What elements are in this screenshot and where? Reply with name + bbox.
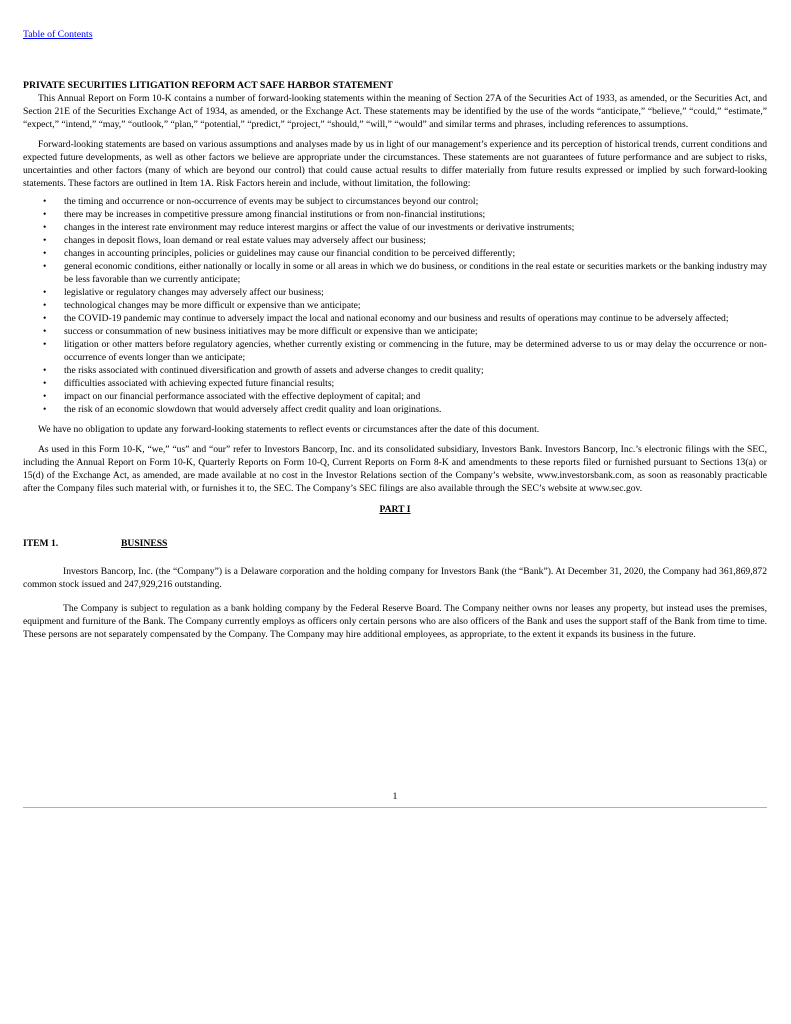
safe-harbor-paragraph-4: As used in this Form 10-K, “we,” “us” and “our” refer to Investors Bancorp, Inc. and its consolidated subsidiary, Investors Bank. Investors Bancorp, Inc.’s electronic filings with the SEC, including the Annual Report on Form 10-K, Quarterly Reports on Form 10-Q, Current Reports on Form 8-K and amendments to these reports filed or furnished pursuant to Sections 13(a) or 15(d) of the Exchange Act, as amended, are made available at no cost in the Investor Relations section of the Company’s website, www.investorsbank.com, as soon as reasonably practicable after the Company files such material with, or furnishes it to, the SEC. The Company’s SEC filings are also available through the SEC’s website at www.sec.gov.: [23, 444, 767, 494]
list-item: • general economic conditions, either nationally or locally in some or all areas in which we do business, or conditions in the real estate or securities markets or the banking industry may be less favorable than we currently anticipate;: [43, 261, 767, 285]
bullet-icon: •: [43, 222, 47, 233]
list-item: • the timing and occurrence or non-occurrence of events may be subject to circumstances beyond our control;: [43, 196, 479, 207]
list-item: • changes in accounting principles, policies or guidelines may cause our financial condition to be perceived differently;: [43, 248, 516, 259]
business-paragraph-2: The Company is subject to regulation as a bank holding company by the Federal Reserve Board. The Company neither owns nor leases any property, but instead uses the premises, equipment and furniture of the Bank. The Company currently employs as officers only certain persons who are also officers of the Bank and uses the support staff of the Bank from time to time. These persons are not separately compensated by the Company. The Company may hire additional employees, as appropriate, to the extent it expands its business in the future.: [23, 603, 767, 640]
list-item: • there may be increases in competitive pressure among financial institutions or from non-financial institutions;: [43, 209, 486, 220]
item-number: ITEM 1.: [23, 538, 59, 549]
list-item: • changes in deposit flows, loan demand or real estate values may adversely affect our business;: [43, 235, 426, 246]
bullet-icon: •: [43, 378, 47, 389]
risk-factor-list: [23, 195, 767, 416]
document-page: [23, 28, 767, 802]
item-title: BUSINESS: [121, 538, 168, 549]
safe-harbor-paragraph-1: This Annual Report on Form 10-K contains a number of forward-looking statements within the meaning of Section 27A of the Securities Act of 1933, as amended, or the Securities Act, and Section 21E of the Securities Exchange Act of 1934, as amended, or the Exchange Act. These statements may be identified by the use of the words “anticipate,” “believe,” “could,” “estimate,” “expect,” “intend,” “may,” “outlook,” “plan,” “potential,” “predict,” “project,” “should,” “will,” “would” and similar terms and phrases, including references to assumptions.: [23, 93, 767, 130]
safe-harbor-paragraph-3: We have no obligation to update any forward-looking statements to reflect events or circumstances after the date of this document.: [38, 424, 540, 435]
page-number: 1: [392, 791, 398, 802]
bullet-icon: •: [43, 248, 47, 259]
bullet-icon: •: [43, 261, 47, 272]
bullet-icon: •: [43, 391, 47, 402]
list-item: • litigation or other matters before regulatory agencies, whether currently existing or commencing in the future, may be determined adverse to us or may delay the occurrence or non-occurrence of events longer than we anticipate;: [43, 339, 767, 363]
list-item: • the risks associated with continued diversification and growth of assets and adverse changes to credit quality;: [43, 365, 484, 376]
bullet-icon: •: [43, 196, 47, 207]
part-heading: PART I: [379, 504, 411, 515]
safe-harbor-paragraph-2: Forward-looking statements are based on various assumptions and analyses made by us in light of our management’s experience and its perception of historical trends, current conditions and expected future developments, as well as other factors we believe are appropriate under the circumstances. These statements are not guarantees of future performance and are subject to risks, uncertainties and other factors (many of which are beyond our control) that could cause actual results to differ materially from future results expressed or implied by such forward-looking statements. These factors are outlined in Item 1A. Risk Factors herein and include, without limitation, the following:: [23, 139, 767, 189]
list-item: • changes in the interest rate environment may reduce interest margins or affect the value of our investments or derivative instruments;: [43, 222, 575, 233]
table-of-contents-link[interactable]: Table of Contents: [23, 29, 93, 40]
bullet-icon: •: [43, 404, 47, 415]
safe-harbor-heading: PRIVATE SECURITIES LITIGATION REFORM ACT SAFE HARBOR STATEMENT: [23, 80, 393, 91]
bullet-icon: •: [43, 339, 47, 350]
bullet-icon: •: [43, 300, 47, 311]
list-item: • technological changes may be more difficult or expensive than we anticipate;: [43, 300, 361, 311]
bullet-icon: •: [43, 209, 47, 220]
bullet-icon: •: [43, 313, 47, 324]
item-heading: [23, 537, 767, 550]
bullet-icon: •: [43, 326, 47, 337]
bullet-icon: •: [43, 287, 47, 298]
list-item: • the COVID-19 pandemic may continue to adversely impact the local and national economy and our business and results of operations may continue to be adversely affected;: [43, 313, 729, 324]
business-paragraph-1: Investors Bancorp, Inc. (the “Company”) is a Delaware corporation and the holding company for Investors Bank (the “Bank”). At December 31, 2020, the Company had 361,869,872 common stock issued and 247,929,216 outstanding.: [23, 566, 767, 590]
bullet-icon: •: [43, 235, 47, 246]
list-item: • legislative or regulatory changes may adversely affect our business;: [43, 287, 324, 298]
page-divider: [23, 807, 767, 808]
list-item: • success or consummation of new business initiatives may be more difficult or expensive than we anticipate;: [43, 326, 478, 337]
list-item: • impact on our financial performance associated with the effective deployment of capital; and: [43, 391, 421, 402]
list-item: • difficulties associated with achieving expected future financial results;: [43, 378, 335, 389]
bullet-icon: •: [43, 365, 47, 376]
list-item: • the risk of an economic slowdown that would adversely affect credit quality and loan originations.: [43, 404, 442, 415]
